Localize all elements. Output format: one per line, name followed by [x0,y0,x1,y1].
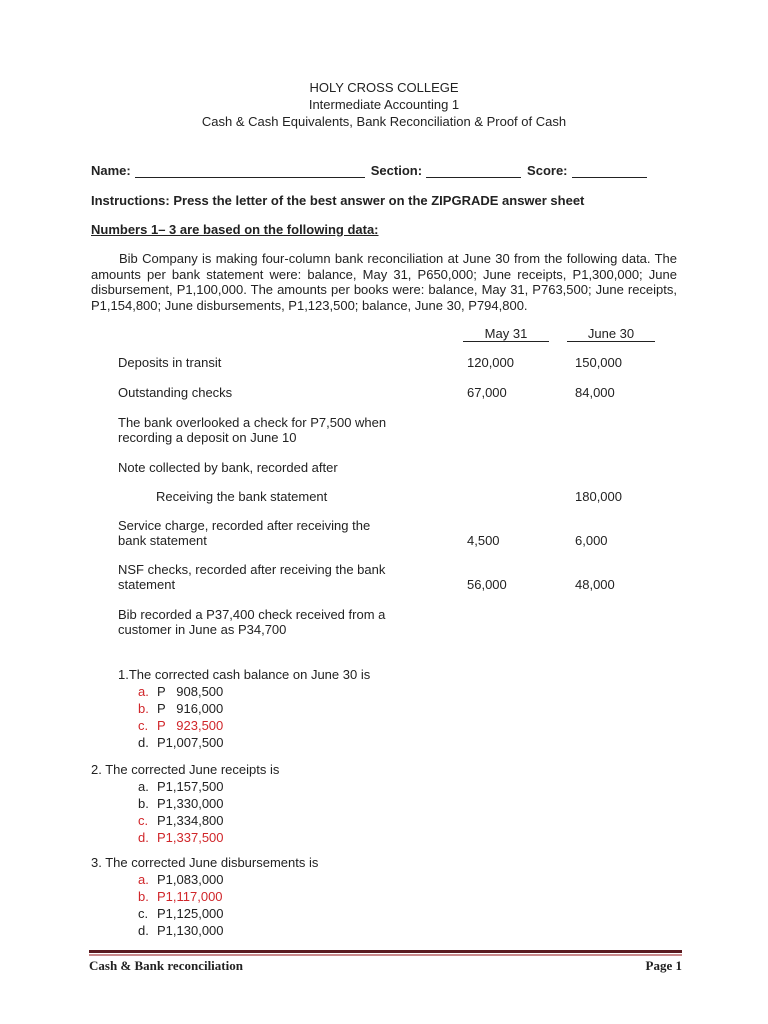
instructions: Instructions: Press the letter of the best answer on the ZIPGRADE answer sheet [91,193,585,208]
option-text: P1,130,000 [157,923,224,938]
table-row-label: Bib recorded a P37,400 check received from a customer in June as P34,700 [118,607,386,637]
table-row-label: Deposits in transit [118,355,222,370]
score-label: Score: [527,163,568,178]
column-header-june: June 30 [567,326,655,342]
question-2: 2. The corrected June receipts is [91,762,280,777]
name-field [91,163,365,178]
question-1: 1.The corrected cash balance on June 30 is [118,667,371,682]
answer-option [138,701,223,716]
answer-option [138,718,223,733]
section-blank[interactable] [426,165,521,178]
table-row-label: Service charge, recorded after receiving the bank statement [118,518,371,548]
table-row-label: NSF checks, recorded after receiving the bank statement [118,562,386,592]
table-row-label: The bank overlooked a check for P7,500 when recording a deposit on June 10 [118,415,387,445]
table-cell-june: 6,000 [575,533,608,548]
course-title: Intermediate Accounting 1 [308,97,460,112]
option-text: P1,157,500 [157,779,224,794]
option-text: P 923,500 [157,718,224,733]
question-3: 3. The corrected June disbursements is [91,855,319,870]
table-cell-may: 4,500 [467,533,500,548]
problem-intro: Bib Company is making four-column bank reconciliation at June 30 from the following data. The amounts per bank statement were: balance, May 31, P650,000; June receipts, P1,300,000; June disbursement, P1,100,000. The amounts per books were: balance, May 31, P763,500; June receipts, P1,154,800; June disbursements, P1,123,500; balance, June 30, P794,800. [91,251,677,313]
option-text: P1,083,000 [157,872,224,887]
data-heading: Numbers 1– 3 are based on the following data: [91,222,379,237]
table-row-label: Outstanding checks [118,385,233,400]
option-letter: b. [138,889,149,904]
option-text: P1,337,500 [157,830,224,845]
answer-option [138,813,224,828]
table-row-label: Note collected by bank, recorded after [118,460,338,475]
table-cell-may: 120,000 [467,355,514,370]
answer-option [138,830,224,845]
footer-title: Cash & Bank reconciliation [89,958,243,973]
option-text: P1,330,000 [157,796,224,811]
option-letter: a. [138,872,149,887]
option-text: P 908,500 [157,684,224,699]
option-letter: d. [138,735,149,750]
table-cell-june: 84,000 [575,385,615,400]
footer-rule [89,950,682,953]
option-text: P1,117,000 [157,889,223,904]
option-text: P1,125,000 [157,906,224,921]
answer-option [138,889,223,904]
answer-option [138,779,224,794]
score-field [527,163,646,178]
answer-option [138,906,224,921]
option-letter: a. [138,684,149,699]
option-text: P1,007,500 [157,735,224,750]
table-cell-june: 180,000 [575,489,622,504]
section-label: Section: [370,163,423,178]
school-name: HOLY CROSS COLLEGE [309,80,459,95]
answer-option [138,684,223,699]
name-label: Name: [91,163,131,178]
option-letter: c. [138,906,149,921]
table-cell-june: 150,000 [575,355,622,370]
option-text: P1,334,800 [157,813,224,828]
topic-title: Cash & Cash Equivalents, Bank Reconciliation & Proof of Cash [201,114,567,129]
option-letter: a. [138,779,149,794]
option-letter: d. [138,830,149,845]
answer-option [138,923,224,938]
option-letter: b. [138,701,149,716]
table-cell-may: 56,000 [467,577,507,592]
option-text: P 916,000 [157,701,224,716]
answer-option [138,872,224,887]
score-blank[interactable] [572,165,647,178]
footer-rule-accent [89,954,682,956]
table-cell-june: 48,000 [575,577,615,592]
option-letter: c. [138,718,149,733]
option-letter: b. [138,796,149,811]
page-number: Page 1 [645,958,682,973]
table-row-label: Receiving the bank statement [156,489,328,504]
option-letter: d. [138,923,149,938]
answer-option [138,735,224,750]
section-field [371,163,521,178]
name-blank[interactable] [135,165,365,178]
table-cell-may: 67,000 [467,385,507,400]
student-fields [91,163,691,178]
column-header-may: May 31 [463,326,549,342]
option-letter: c. [138,813,149,828]
answer-option [138,796,224,811]
